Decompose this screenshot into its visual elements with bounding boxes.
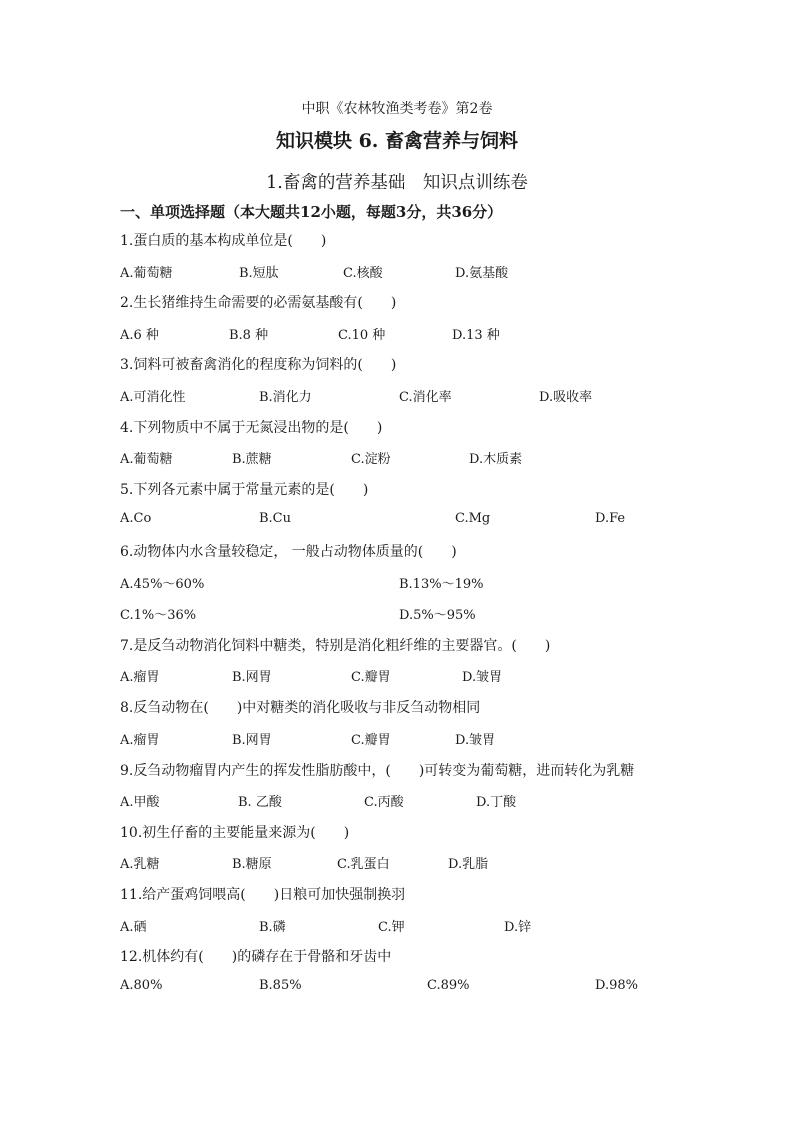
q9-option-d: D.丁酸 xyxy=(476,795,517,810)
q4-option-b: B.蔗糖 xyxy=(232,452,272,467)
question-7: 7.是反刍动物消化饲料中糖类，特别是消化粗纤维的主要器官。( ) xyxy=(120,638,551,654)
q8-option-a: A.瘤胃 xyxy=(120,733,160,748)
q4-option-d: D.木质素 xyxy=(469,452,523,467)
q7-option-c: C.瓣胃 xyxy=(351,670,391,685)
q8-option-b: B.网胃 xyxy=(232,733,272,748)
q6-option-d: D.5%～95% xyxy=(399,608,476,623)
q11-option-d: D.锌 xyxy=(504,920,532,935)
question-5: 5.下列各元素中属于常量元素的是( ) xyxy=(120,482,369,498)
q6-option-c: C.1%～36% xyxy=(120,608,197,623)
q10-option-d: D.乳脂 xyxy=(448,857,489,872)
q3-option-c: C.消化率 xyxy=(399,390,452,405)
question-11: 11.给产蛋鸡饲喂高( )日粮可加快强制换羽 xyxy=(120,887,406,903)
q1-option-d: D.氨基酸 xyxy=(455,266,509,281)
question-9: 9.反刍动物瘤胃内产生的挥发性脂肪酸中，( )可转变为葡萄糖，进而转化为乳糖 xyxy=(120,763,635,779)
q1-option-b: B.短肽 xyxy=(239,266,279,281)
section-heading: 一、单项选择题（本大题共12小题，每题3分，共36分） xyxy=(120,203,503,221)
q12-option-c: C.89% xyxy=(427,978,470,993)
q6-option-b: B.13%～19% xyxy=(399,577,484,592)
question-1: 1.蛋白质的基本构成单位是( ) xyxy=(120,233,327,249)
q7-option-d: D.皱胃 xyxy=(462,670,503,685)
q12-option-b: B.85% xyxy=(259,978,302,993)
q5-option-c: C.Mg xyxy=(455,511,491,526)
q1-option-a: A.葡萄糖 xyxy=(120,266,173,281)
q3-option-b: B.消化力 xyxy=(259,390,312,405)
q2-option-c: C.10 种 xyxy=(338,328,386,343)
q2-option-d: D.13 种 xyxy=(452,328,500,343)
q6-option-a: A.45%～60% xyxy=(120,577,205,592)
q12-option-d: D.98% xyxy=(595,978,638,993)
q10-option-c: C.乳蛋白 xyxy=(337,857,390,872)
exam-header: 中职《农林牧渔类考卷》第2卷 xyxy=(301,101,493,117)
q7-option-b: B.网胃 xyxy=(232,670,272,685)
question-12: 12.机体约有( )的磷存在于骨骼和牙齿中 xyxy=(120,949,392,965)
q11-option-a: A.硒 xyxy=(120,920,147,935)
q9-option-c: C.丙酸 xyxy=(364,795,404,810)
q2-option-a: A.6 种 xyxy=(120,328,159,343)
q5-option-d: D.Fe xyxy=(595,511,626,526)
question-6: 6.动物体内水含量较稳定， 一般占动物体质量的( ) xyxy=(120,544,457,560)
question-10: 10.初生仔畜的主要能量来源为( ) xyxy=(120,825,350,841)
q1-option-c: C.核酸 xyxy=(343,266,383,281)
q3-option-d: D.吸收率 xyxy=(539,390,593,405)
q5-option-a: A.Co xyxy=(120,511,152,526)
q5-option-b: B.Cu xyxy=(259,511,292,526)
module-title: 知识模块 6. 畜禽营养与饲料 xyxy=(275,130,519,152)
q4-option-a: A.葡萄糖 xyxy=(120,452,173,467)
unit-subtitle: 1.畜禽的营养基础 知识点训练卷 xyxy=(266,173,528,193)
q10-option-a: A.乳糖 xyxy=(120,857,160,872)
question-8: 8.反刍动物在( )中对糖类的消化吸收与非反刍动物相同 xyxy=(120,700,481,716)
q4-option-c: C.淀粉 xyxy=(351,452,391,467)
q8-option-d: D.皱胃 xyxy=(455,733,496,748)
q12-option-a: A.80% xyxy=(120,978,163,993)
q2-option-b: B.8 种 xyxy=(229,328,269,343)
q10-option-b: B.糖原 xyxy=(232,857,272,872)
q8-option-c: C.瓣胃 xyxy=(351,733,391,748)
q9-option-a: A.甲酸 xyxy=(120,795,160,810)
question-3: 3.饲料可被畜禽消化的程度称为饲料的( ) xyxy=(120,357,397,373)
q3-option-a: A.可消化性 xyxy=(120,390,186,405)
question-2: 2.生长猪维持生命需要的必需氨基酸有( ) xyxy=(120,295,397,311)
q11-option-b: B.磷 xyxy=(259,920,286,935)
q9-option-b: B. 乙酸 xyxy=(238,795,282,810)
q7-option-a: A.瘤胃 xyxy=(120,670,160,685)
q11-option-c: C.钾 xyxy=(378,920,405,935)
question-4: 4.下列物质中不属于无氮浸出物的是( ) xyxy=(120,420,383,436)
